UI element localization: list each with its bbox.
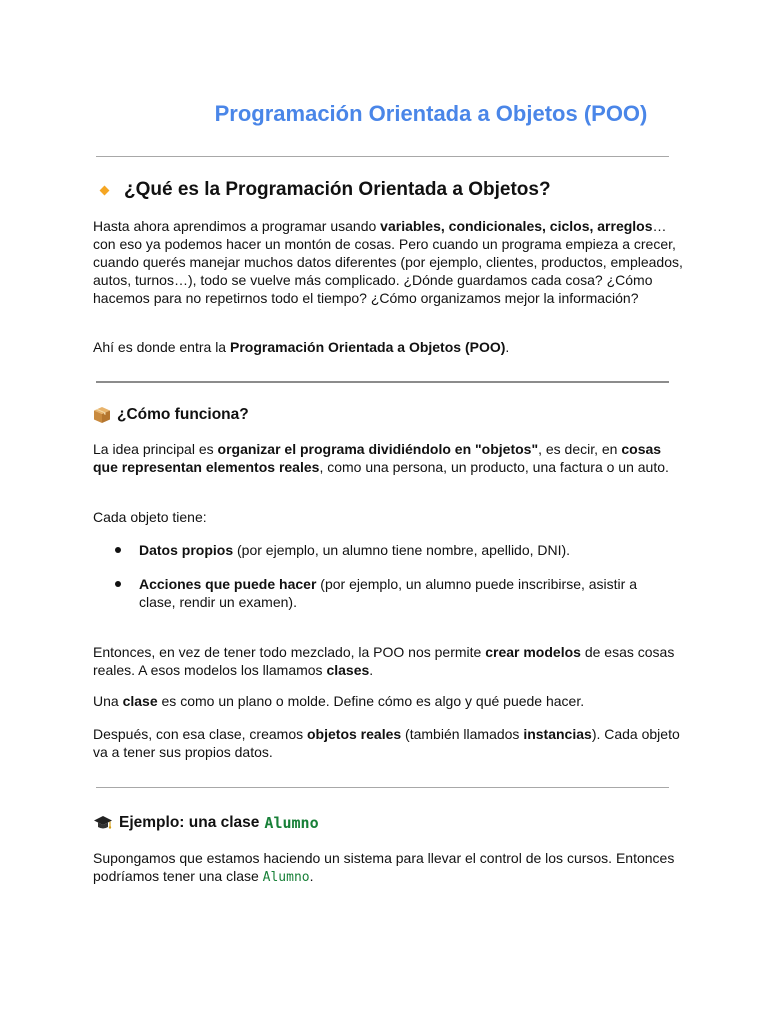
text-run: ). Cada objeto va a tener sus propios datos. — [93, 726, 680, 760]
text-run: … con eso ya podemos hacer un montón de cosas. Pero cuando un programa empieza a crecer, cuando querés manejar muchos datos diferentes (por ejemplo, clientes, productos, empleados, autos, turnos…), todo se vuelve más complicado. ¿Dónde guardamos cada cosa? ¿Cómo hacemos para no repetirnos todo el tiempo? ¿Cómo organizamos mejor la información? — [93, 218, 683, 306]
paragraph-class-definition — [93, 692, 683, 710]
text-run: es como un plano o molde. Define cómo es algo y qué puede hacer. — [157, 693, 585, 709]
text-run: . — [505, 339, 510, 355]
text-run: (por ejemplo, un alumno puede inscribirse, asistir a clase, rendir un examen). — [139, 576, 638, 610]
bold-text: organizar el programa dividiéndolo en "objetos" — [217, 441, 539, 457]
text-run: Después, con esa clase, creamos — [93, 726, 307, 742]
text-run: (también llamados — [401, 726, 524, 742]
bold-text: crear modelos — [485, 644, 581, 660]
paragraph-main-idea — [93, 440, 683, 476]
bold-text: Programación Orientada a Objetos (POO) — [230, 339, 506, 355]
text-run: Ahí es donde entra la — [93, 339, 230, 355]
graduation-cap-icon — [93, 814, 113, 832]
text-run: Hasta ahora aprendimos a programar usando — [93, 218, 381, 234]
text-run: Una — [93, 693, 123, 709]
inline-code: Alumno — [262, 870, 310, 885]
bold-text: objetos reales — [307, 726, 402, 742]
section-heading-text: ¿Cómo funciona? — [117, 406, 249, 423]
page-title: Programación Orientada a Objetos (POO) — [214, 101, 648, 126]
text-run: (por ejemplo, un alumno tiene nombre, apellido, DNI). — [233, 542, 571, 558]
orange-diamond-icon — [100, 185, 110, 195]
bold-text: instancias — [523, 726, 592, 742]
text-run: , es decir, en — [538, 441, 622, 457]
divider — [96, 787, 669, 788]
text-run: , como una persona, un producto, una factura o un auto. — [319, 459, 669, 475]
text-run: La idea principal es — [93, 441, 218, 457]
paragraph-models — [93, 643, 683, 679]
class-name-code: Alumno — [264, 814, 319, 832]
package-icon — [93, 406, 111, 424]
text-run: de esas cosas reales. A esos modelos los llamamos — [93, 644, 675, 678]
paragraph-example — [93, 849, 683, 887]
paragraph-intro — [93, 217, 683, 307]
divider — [96, 156, 669, 157]
bold-text: variables, condicionales, ciclos, arreglos — [380, 218, 653, 234]
section-heading-example — [93, 812, 319, 834]
list-item — [115, 575, 655, 611]
bullet-dot — [115, 581, 121, 587]
list-item — [115, 541, 655, 559]
bold-text: cosas que representan elementos reales — [93, 441, 662, 475]
paragraph-poo-entry — [93, 338, 683, 356]
section-heading-text: Ejemplo: una clase — [119, 814, 260, 831]
section-heading-what-is-poo — [98, 177, 551, 203]
paragraph-instances — [93, 725, 683, 761]
divider — [96, 381, 669, 383]
section-heading-text: ¿Qué es la Programación Orientada a Objetos? — [124, 179, 551, 200]
bullet-dot — [115, 547, 121, 553]
section-heading-how-it-works — [93, 404, 249, 426]
text-run: Entonces, en vez de tener todo mezclado, la POO nos permite — [93, 644, 486, 660]
bold-text: clase — [122, 693, 158, 709]
text-run: . — [309, 868, 314, 884]
bold-text: Acciones que puede hacer — [139, 576, 317, 592]
text-run: . — [369, 662, 374, 678]
text-run: Supongamos que estamos haciendo un sistema para llevar el control de los cursos. Entonces podríamos tener una clase — [93, 850, 675, 884]
bold-text: clases — [326, 662, 370, 678]
paragraph-each-object: Cada objeto tiene: — [93, 509, 207, 525]
bold-text: Datos propios — [139, 542, 234, 558]
